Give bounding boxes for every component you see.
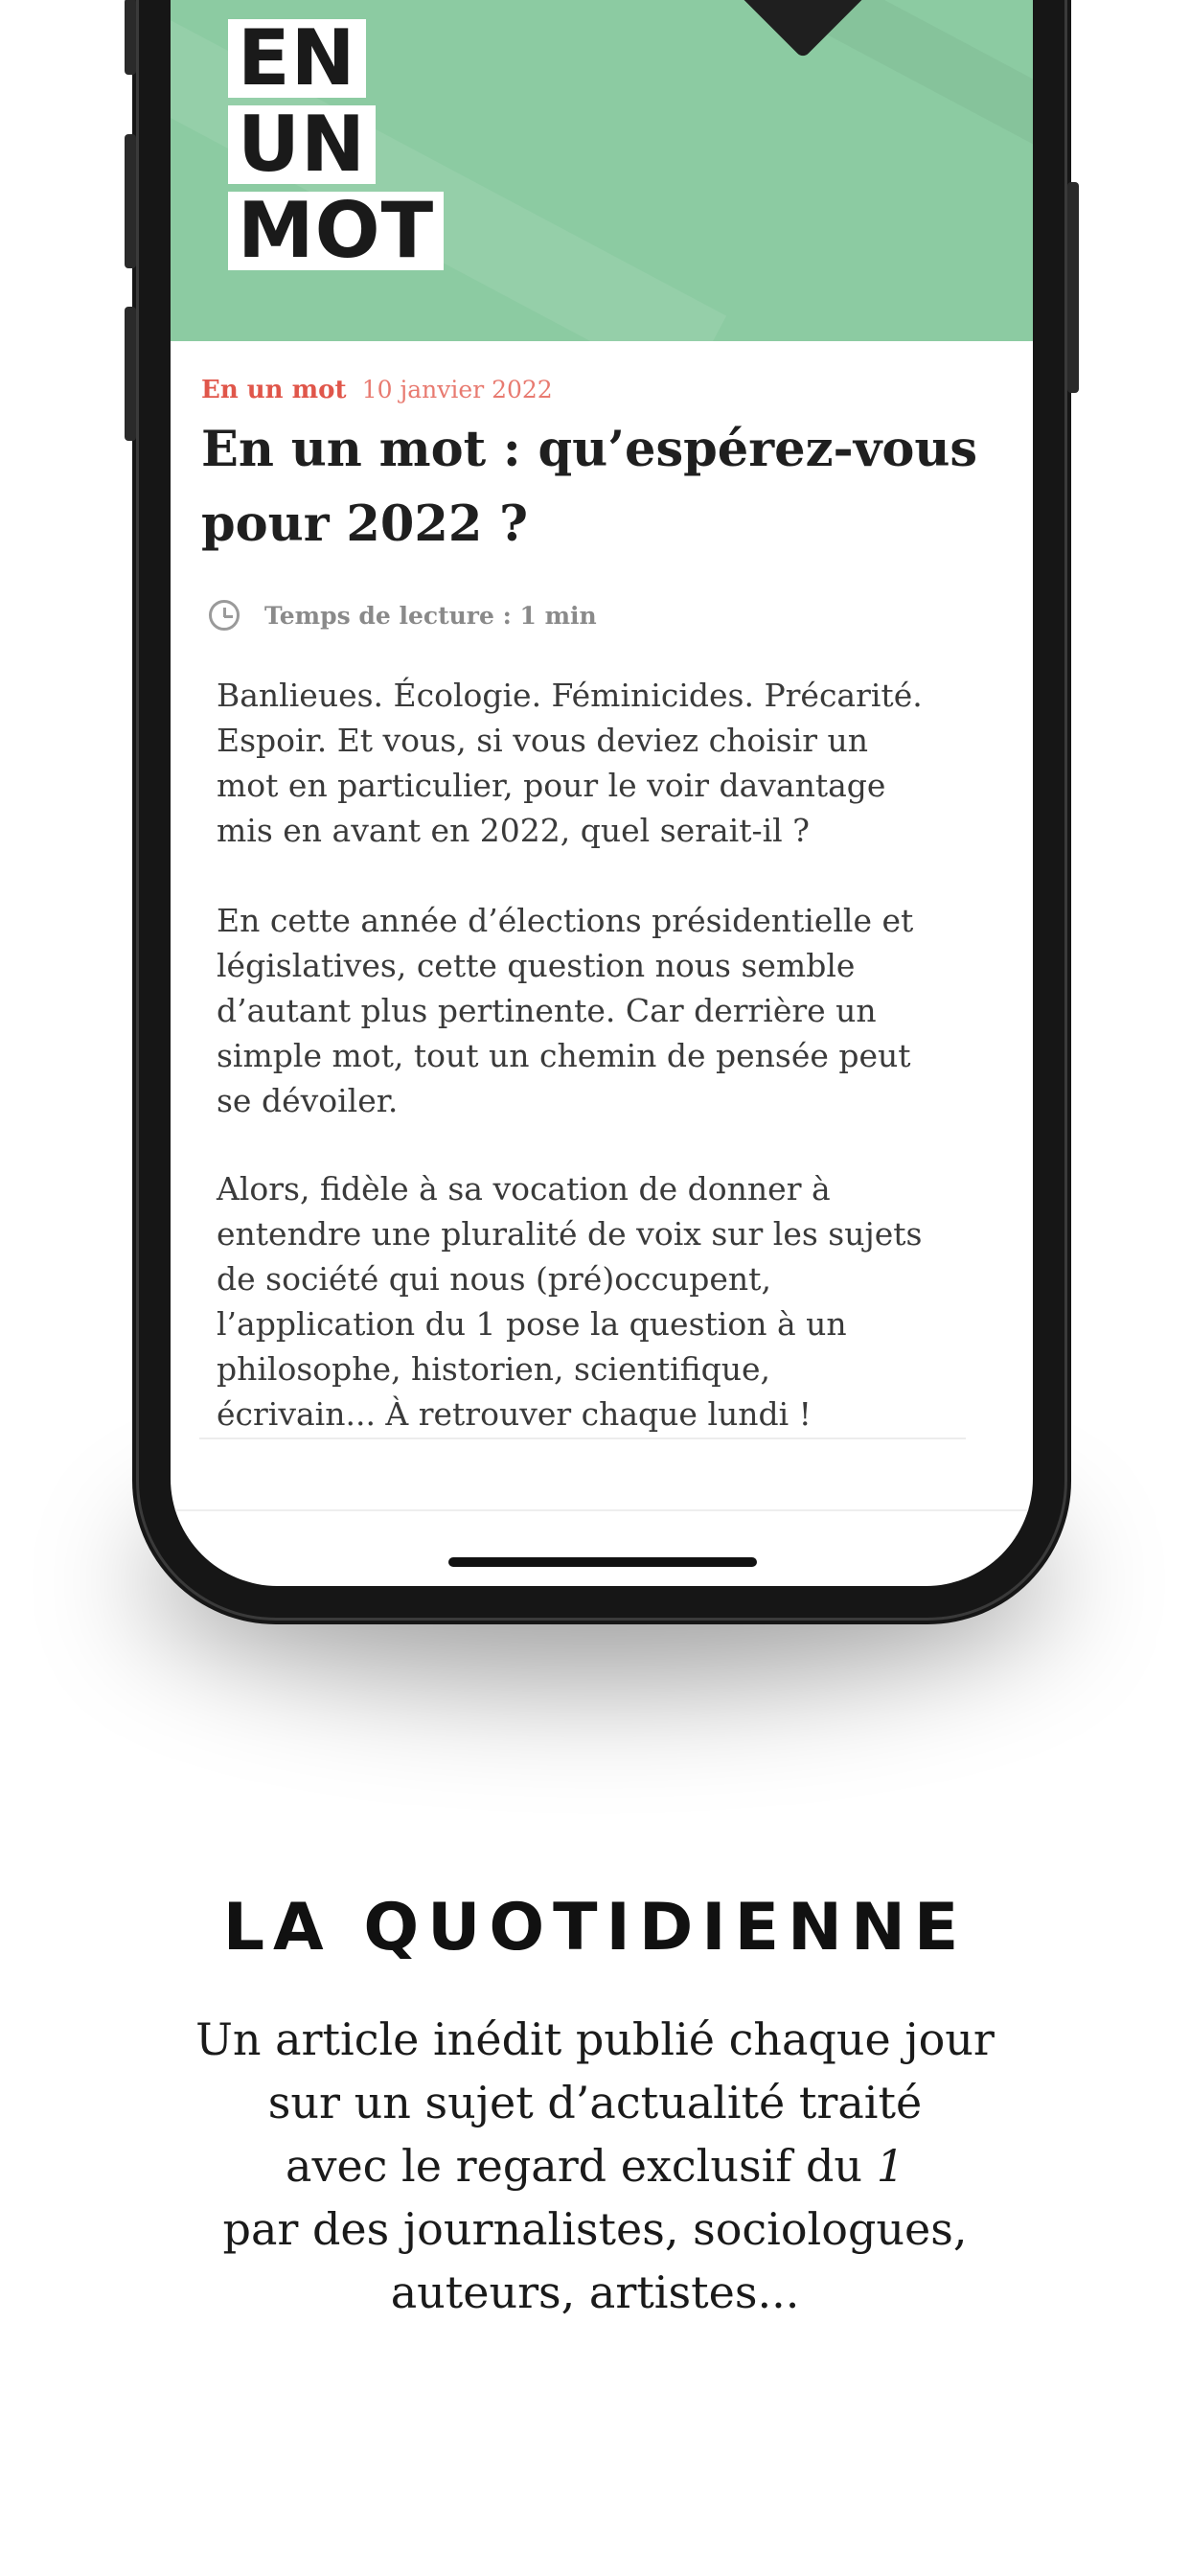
promo-description [0, 2008, 1190, 2324]
paragraph-line: écrivain... À retrouver chaque lundi ! [217, 1395, 812, 1433]
hero-logo-word: UN [228, 105, 376, 184]
clock-icon [209, 600, 240, 631]
article-paragraph [217, 898, 945, 1123]
mute-switch [125, 0, 136, 75]
article-title-line: En un mot : qu’espérez-vous [201, 421, 978, 478]
paragraph-line: l’application du 1 pose la question à un [217, 1305, 847, 1343]
paragraph-line: simple mot, tout un chemin de pensée peut [217, 1037, 911, 1074]
phone-frame [132, 0, 1071, 1624]
hero-logo-word: EN [228, 19, 366, 98]
article-date: 10 janvier 2022 [361, 376, 553, 403]
article-hero-image [171, 0, 1033, 341]
article-divider [199, 1438, 966, 1439]
paragraph-line: se dévoiler. [217, 1082, 399, 1119]
hero-logo-word: MOT [228, 192, 444, 270]
reading-time [209, 600, 597, 631]
home-indicator[interactable] [448, 1557, 757, 1567]
promo-line [0, 2134, 1190, 2197]
promo-line: sur un sujet d’actualité traité [267, 2077, 923, 2128]
article-title-line: pour 2022 ? [201, 495, 528, 553]
paragraph-line: Banlieues. Écologie. Féminicides. Précarité. [217, 677, 923, 714]
paragraph-line: Espoir. Et vous, si vous deviez choisir un [217, 722, 869, 759]
bottom-bar-divider [171, 1509, 1033, 1511]
promo-line: par des journalistes, sociologues, [222, 2203, 968, 2255]
phone-screen [171, 0, 1033, 1586]
paragraph-line: mis en avant en 2022, quel serait-il ? [217, 812, 810, 849]
article-title [201, 412, 1006, 562]
paragraph-line: philosophe, historien, scientifique, [217, 1350, 770, 1388]
article-paragraph [217, 1166, 945, 1437]
paragraph-line: de société qui nous (pré)occupent, [217, 1260, 771, 1298]
paragraph-line: Alors, fidèle à sa vocation de donner à [217, 1170, 831, 1208]
article-meta [201, 376, 553, 404]
hero-decoration [490, 0, 1033, 215]
reading-time-label: Temps de lecture : 1 min [264, 601, 597, 630]
volume-down-button [125, 307, 136, 441]
paragraph-line: entendre une pluralité de voix sur les sujets [217, 1215, 923, 1253]
promo-line: auteurs, artistes... [390, 2266, 800, 2318]
paragraph-line: législatives, cette question nous semble [217, 947, 856, 984]
brand-number: 1 [876, 2140, 904, 2192]
paragraph-line: d’autant plus pertinente. Car derrière un [217, 992, 877, 1029]
volume-up-button [125, 134, 136, 268]
article-paragraph [217, 673, 945, 853]
promo-line: Un article inédit publié chaque jour [195, 2013, 995, 2065]
article-category-link[interactable]: En un mot [201, 376, 347, 404]
promo-title: LA QUOTIDIENNE [222, 1890, 968, 1966]
paragraph-line: En cette année d’élections présidentielle et [217, 902, 914, 939]
power-button [1067, 182, 1079, 393]
paragraph-line: mot en particulier, pour le voir davantage [217, 767, 886, 804]
promo-line-text: avec le regard exclusif du [286, 2140, 877, 2192]
